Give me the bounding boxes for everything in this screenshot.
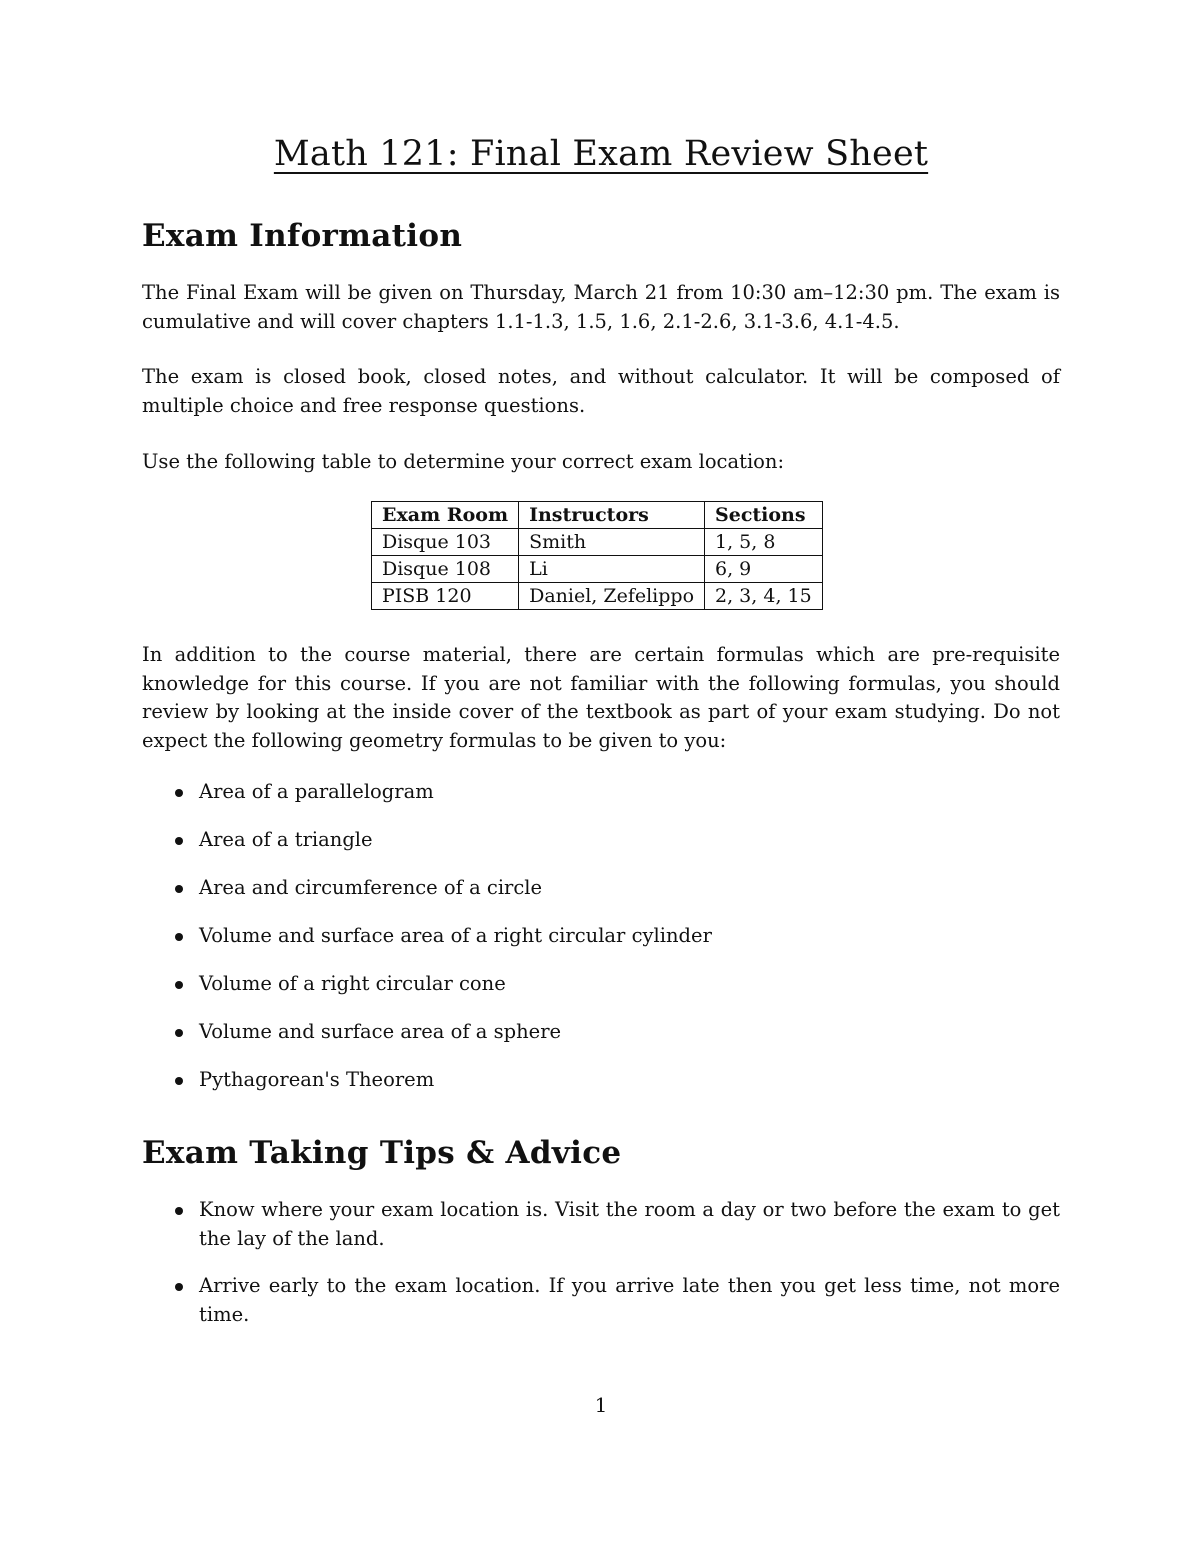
- list-item: [142, 1272, 1060, 1329]
- list-item: [142, 1196, 1060, 1253]
- formula-list: [142, 778, 1060, 1114]
- column-header-exam-room: Exam Room: [372, 502, 519, 529]
- table-row: [372, 556, 823, 583]
- column-header-instructors: Instructors: [519, 502, 705, 529]
- table-header-row: [372, 502, 823, 529]
- bullet-icon: [175, 1029, 183, 1037]
- list-item: [142, 874, 1060, 903]
- exam-location-table: [371, 501, 823, 610]
- page-title: [142, 134, 1060, 174]
- table-cell-sections: 1, 5, 8: [705, 529, 823, 556]
- table-cell-room: Disque 103: [372, 529, 519, 556]
- document-page: [142, 0, 1060, 1553]
- prerequisite-formulas-paragraph: In addition to the course material, there are certain formulas which are pre-requisite knowledge for this course. If you are not familiar with the following formulas, you should review by looking at the inside cover of the textbook as part of your exam studying. Do not expect the following geometry formulas to be given to you:: [142, 643, 1060, 752]
- exam-information-heading: Exam Information: [142, 218, 463, 254]
- table-cell-room: Disque 108: [372, 556, 519, 583]
- exam-rules-paragraph: The exam is closed book, closed notes, and without calculator. It will be composed of multiple choice and free response questions.: [142, 365, 1060, 417]
- list-item: [142, 970, 1060, 999]
- table-row: [372, 583, 823, 610]
- bullet-icon: [175, 1207, 183, 1215]
- bullet-icon: [175, 981, 183, 989]
- table-cell-instructors: Li: [519, 556, 705, 583]
- tips-list: [142, 1196, 1060, 1348]
- list-item: [142, 1018, 1060, 1047]
- bullet-icon: [175, 837, 183, 845]
- exam-schedule-paragraph: The Final Exam will be given on Thursday, March 21 from 10:30 am–12:30 pm. The exam is cumulative and will cover chapters 1.1-1.3, 1.5, 1.6, 2.1-2.6, 3.1-3.6, 4.1-4.5.: [142, 281, 1060, 333]
- list-item-text: Pythagorean's Theorem: [199, 1068, 435, 1091]
- bullet-icon: [175, 789, 183, 797]
- list-item-text: Know where your exam location is. Visit the room a day or two before the exam to get the lay of the land.: [199, 1198, 1060, 1250]
- list-item-text: Volume and surface area of a right circular cylinder: [199, 924, 712, 947]
- table-cell-sections: 6, 9: [705, 556, 823, 583]
- list-item-text: Arrive early to the exam location. If you arrive late then you get less time, not more time.: [199, 1274, 1060, 1326]
- list-item-text: Area of a parallelogram: [199, 780, 434, 803]
- list-item-text: Volume and surface area of a sphere: [199, 1020, 562, 1043]
- list-item: [142, 922, 1060, 951]
- table-row: [372, 529, 823, 556]
- list-item: [142, 826, 1060, 855]
- table-cell-instructors: Daniel, Zefelippo: [519, 583, 705, 610]
- table-cell-instructors: Smith: [519, 529, 705, 556]
- table-cell-room: PISB 120: [372, 583, 519, 610]
- page-number: 1: [594, 1393, 608, 1417]
- bullet-icon: [175, 1283, 183, 1291]
- page-title-text: Math 121: Final Exam Review Sheet: [273, 134, 929, 174]
- column-header-sections: Sections: [705, 502, 823, 529]
- bullet-icon: [175, 1077, 183, 1085]
- table-cell-sections: 2, 3, 4, 15: [705, 583, 823, 610]
- exam-tips-heading: Exam Taking Tips & Advice: [142, 1135, 622, 1171]
- list-item-text: Area of a triangle: [199, 828, 373, 851]
- list-item-text: Area and circumference of a circle: [199, 876, 543, 899]
- list-item-text: Volume of a right circular cone: [199, 972, 506, 995]
- list-item: [142, 1066, 1060, 1095]
- table-intro-paragraph: Use the following table to determine your correct exam location:: [142, 450, 785, 473]
- list-item: [142, 778, 1060, 807]
- bullet-icon: [175, 933, 183, 941]
- bullet-icon: [175, 885, 183, 893]
